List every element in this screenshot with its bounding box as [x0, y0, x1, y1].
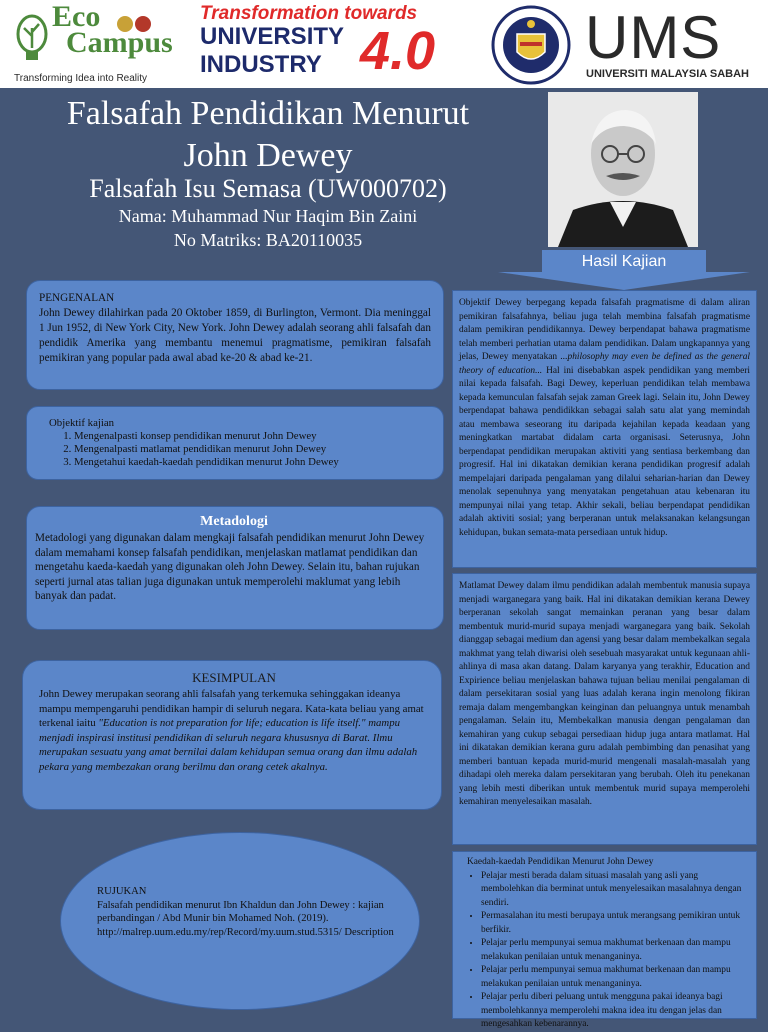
eco-logo-line2: Campus — [66, 26, 173, 59]
kaedah-list — [463, 870, 750, 1032]
hasil-kaedah-box — [452, 851, 757, 1029]
ums-seal-icon — [490, 4, 572, 86]
pengenalan-heading: PENGENALAN — [39, 292, 115, 304]
kaedah-item: • Pelajar mesti berada dalam situasi masalah yang asli yang membolehkan dia berminat untuk menyelesaikan masalahnya dengan sendiri. — [481, 870, 750, 911]
objektif-item: 3. Mengetahui kaedah-kaedah pendidikan menurut John Dewey — [74, 456, 443, 469]
hasil-box1-text-post: Hal ini disebabkan aspek pendidikan yang memberi nilai kepada falsafah. Bagi Dewey, keperluan pendidikan telah membawa kepada kemunculan falsafah sejak zaman Greek lagi. Selain itu, John Dewey berpendapat bahawa pendidikkan sebagai salah satu alat yang memindah atau membawa seseorang itu daripada kejahilan kepada keadaan yang meningkatkan martabat didalam carta organisasi. Seterusnya, John berpendapat pendidikan merupakan aktiviti yang sentiasa berkembang dan progresif. Hal ini dikatakan demikian kerana pendidikan progresif adalah mempelajari daripada pengalaman yang dilalui seharian-harian dan Dewey menolak sepenuhnya yang menyatakan pengetahuan atau kebenaran itu mempunyai nilai yang tetap. Akhir sekali, beliau berpendapat pendidikan adalah aktiviti sosial; yang berperanan untuk melaksanakan kelangsungan kehidupan, bukan semata-mata persediaan untuk hidup. — [459, 365, 750, 538]
poster-title-line2: John Dewey — [183, 137, 353, 174]
objektif-heading: Objektif kajian — [49, 417, 115, 429]
hasil-konsep-box — [452, 290, 757, 568]
rujukan-body: Falsafah pendidikan menurut Ibn Khaldun dan John Dewey : kajian perbandingan / Abd Munir bin Mohamed Noh. (2019). http://malrep.uum.edu.my/rep/Record/my.uum.stud.5315/ Description — [97, 899, 394, 938]
kesimpulan-body-italic: "Education is not preparation for life; education is life itself." mampu menjadi inspirasi institusi pendidikan di seluruh negara khususnya di Barat. Ilmu merupakan sesuatu yang amat bernilai dalam kehidupan semua orang dan ilmu adalah pekara yang membezakan orang berilmu dan orang cetek akalnya. — [39, 717, 418, 773]
t40-tagline: Transformation towards — [200, 3, 418, 24]
t40-university: UNIVERSITY — [200, 23, 345, 50]
metodologi-heading: Metadologi — [200, 514, 268, 529]
hasil-kajian-title: Hasil Kajian — [581, 253, 667, 270]
ums-full-name: UNIVERSITI MALAYSIA SABAH — [586, 68, 749, 80]
kaedah-item: • Permasalahan itu mesti berupaya untuk merangsang pemikiran untuk berfikir. — [481, 910, 750, 937]
kesimpulan-body — [39, 687, 429, 774]
rujukan-section — [60, 832, 420, 1010]
john-dewey-portrait — [548, 92, 698, 247]
eco-tagline: Transforming Idea into Reality — [14, 73, 148, 84]
hasil-box1-text-pre: Objektif Dewey berpegang kepada falsafah pragmatisme di dalam aliran pemikiran falsafahnya, beliau juga telah membina falsafah pragmatisme dalam pemikiran pendidikannya. Dewey berpendapat bahawa pragmatisme telah memberi perhatian utama dalam pendidikan. Dalam ungkapannya yang jelas, Dewey menyatakan — [459, 298, 750, 362]
objektif-item: 2. Mengenalpasti matlamat pendidikan menurut John Dewey — [74, 443, 443, 456]
kesimpulan-section — [22, 660, 442, 810]
student-matric: No Matriks: BA20110035 — [173, 230, 363, 250]
objektif-item: 1. Mengenalpasti konsep pendidikan menurut John Dewey — [74, 430, 443, 443]
poster-subtitle: Falsafah Isu Semasa (UW000702) — [89, 174, 447, 203]
kaedah-item: • Pelajar perlu mempunyai semua makhumat berkenaan dan mampu melakukan penilaian untuk menanganinya. — [481, 964, 750, 991]
eco-logo-line1: Eco — [52, 0, 101, 33]
t40-version: 4.0 — [360, 21, 436, 81]
objektif-list — [49, 430, 443, 469]
rujukan-heading: RUJUKAN — [97, 886, 147, 897]
hasil-matlamat-box — [452, 573, 757, 845]
pengenalan-section — [26, 280, 444, 390]
kesimpulan-body-plain: John Dewey merupakan seorang ahli falsafah yang terkemuka sehinggakan ideanya mampu mempengaruhi pendidikan hampir di seluruh negara. Kata-kata beliau yang amat terkenal iaitu — [39, 688, 424, 729]
objektif-section — [26, 406, 444, 480]
hasil-box2-text: Matlamat Dewey dalam ilmu pendidikan adalah membentuk manusia supaya menjadi warganegara yang baik. Hal ini dikatakan demikian kerana Dewey berperanan sekolah sangat memainkan peranan yang besar dalam membentuk murid-murid supaya menjadi warganegara yang baik. Sekolah dianggap sebagai medium dan agensi yang besar dalam membekalkan segala makhmat yang telah diwarisi oleh sesebuah masyarakat untuk kegunaan ahli-ahlinya di masa akan datang. Dalam karyanya yang terakhir, Education and Expirience beliau menjelaskan bahawa tujuan beliau menilai pengalaman di dalam persekitaran sosial yang luas adalah kerana ingin menolong fikiran remaja dalam mengembangkan keinginan dan peluangnya untuk menambah pengalaman. Selain itu, Membekalkan manusia dengan pengalaman dan kemahiran yang cukup sebagai persediaan hidup juga antara matlamat. Hal ini dikatakan demikian kerana guru adalah pembimbing dan penasihat yang memberi bantuan kepada murid-murid mengenali masalah-masalah yang dihadapi oleh mereka dalam persekitaran yang berubah. Oleh itu penekanan yang lebih mesti diberikan untuk membentuk murid supaya memperolehi kemahiran menyelesaikan masalah. — [459, 581, 750, 807]
metodologi-section — [26, 506, 444, 630]
poster-title-line1: Falsafah Pendidikan Menurut — [66, 95, 470, 132]
kaedah-item: • Pelajar perlu mempunyai semua makhumat berkenaan dan mampu melakukan penilaian untuk menanganinya. — [481, 937, 750, 964]
kesimpulan-heading: KESIMPULAN — [192, 670, 276, 685]
pengenalan-body: John Dewey dilahirkan pada 20 Oktober 1859, di Burlington, Vermont. Dia meninggal 1 Jun 1952, di New York City, New York. John Dewey adalah seorang ahli falsafah dan pendidik Amerika yang membantu menemui pragmatisme, pemikiran falsafah pemikiran yang popular pada awal abad ke-20 & abad ke-21. — [39, 307, 431, 364]
metodologi-body: Metadologi yang digunakan dalam mengkaji falsafah pendidikan menurut John Dewey dalam memahami konsep falsafah pendidikan, menjelaskan matlamat pendidikan dan mengetahu kaeda-kaedah yang digunakan oleh John Dewey. Selain itu, bahan rujukan seperti jurnal atas talian juga digunakan untuk memperolehi maklumat yang lebih banyak dan padat. — [35, 532, 425, 602]
kaedah-heading: Kaedah-kaedah Pendidikan Menurut John Dewey — [467, 857, 654, 867]
lightbulb-icon — [18, 16, 46, 60]
ums-logo-text: UMS — [585, 4, 722, 71]
student-name: Nama: Muhammad Nur Haqim Bin Zaini — [118, 206, 418, 226]
hasil-box1-quote: ...philosophy may even be defined as the general theory of education... — [459, 352, 750, 376]
t40-industry: INDUSTRY — [200, 51, 322, 78]
kaedah-item: • Pelajar perlu diberi peluang untuk mengguna pakai ideanya bagi membolehkannya memperolehi makna idea itu dengan jelas dan mengesahkan kebenarannya. — [481, 991, 750, 1032]
